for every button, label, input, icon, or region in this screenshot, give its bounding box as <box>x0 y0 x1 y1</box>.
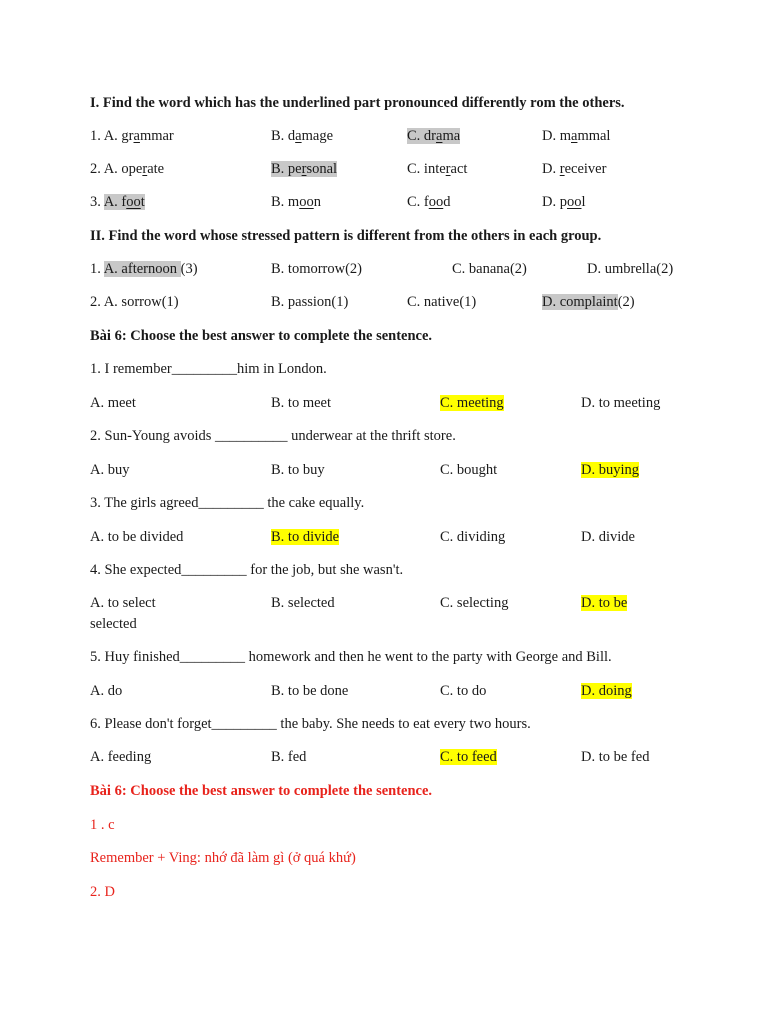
question-1: 1. I remember_________him in London. <box>90 361 327 377</box>
q1-option-c: C. meeting <box>440 395 504 411</box>
answer-line-1: 1 . c <box>90 817 115 833</box>
s1-r1-option-a: 1. A. grammar <box>90 128 174 144</box>
s1-r2-option-d: D. receiver <box>542 161 607 177</box>
s1-r3-option-b: B. moon <box>271 194 321 210</box>
q2-option-b: B. to buy <box>271 462 325 478</box>
question-3: 3. The girls agreed_________ the cake equally. <box>90 495 365 511</box>
q3-option-b: B. to divide <box>271 529 340 545</box>
q1-option-a: A. meet <box>90 395 136 411</box>
q2-option-a: A. buy <box>90 462 130 478</box>
s1-r3-option-d: D. pool <box>542 194 586 210</box>
s1-r2-option-c: C. interact <box>407 161 468 177</box>
s1-r3-option-a: 3. A. foot <box>90 194 145 210</box>
s1-r2-option-a: 2. A. operate <box>90 161 165 177</box>
question-4-continuation: selected <box>90 616 137 632</box>
q6-option-b: B. fed <box>271 749 307 765</box>
q1-option-d: D. to meeting <box>581 395 661 411</box>
section-2-title: II. Find the word whose stressed pattern is different from the others in each group. <box>90 228 602 244</box>
q5-option-c: C. to do <box>440 683 487 699</box>
section-3-title: Bài 6: Choose the best answer to complete the sentence. <box>90 328 433 344</box>
q5-option-d: D. doing <box>581 683 632 699</box>
q4-option-a: A. to select <box>90 595 156 611</box>
q1-option-b: B. to meet <box>271 395 332 411</box>
answers-title: Bài 6: Choose the best answer to complete the sentence. <box>90 783 433 799</box>
question-6: 6. Please don't forget_________ the baby. She needs to eat every two hours. <box>90 716 531 732</box>
s1-r1-option-d: D. mammal <box>542 128 611 144</box>
q4-option-d: D. to be <box>581 595 628 611</box>
s2-r2-option-b: B. passion(1) <box>271 294 349 310</box>
q3-option-c: C. dividing <box>440 529 506 545</box>
question-4: 4. She expected_________ for the job, but she wasn't. <box>90 562 404 578</box>
q6-option-a: A. feeding <box>90 749 152 765</box>
q2-option-d: D. buying <box>581 462 639 478</box>
q3-option-d: D. divide <box>581 529 635 545</box>
s2-r1-option-d: D. umbrella(2) <box>587 261 674 277</box>
question-2: 2. Sun-Young avoids __________ underwear at the thrift store. <box>90 428 456 444</box>
s2-r2-option-c: C. native(1) <box>407 294 477 310</box>
question-5: 5. Huy finished_________ homework and then he went to the party with George and Bill. <box>90 649 612 665</box>
answer-line-2: Remember + Ving: nhớ đã làm gì (ở quá khứ) <box>90 850 356 866</box>
s1-r2-option-b: B. personal <box>271 161 338 177</box>
s2-r1-option-b: B. tomorrow(2) <box>271 261 363 277</box>
s1-r1-option-b: B. damage <box>271 128 334 144</box>
q5-option-a: A. do <box>90 683 123 699</box>
section-1-title: I. Find the word which has the underlined part pronounced differently rom the others. <box>90 95 625 111</box>
q2-option-c: C. bought <box>440 462 498 478</box>
q5-option-b: B. to be done <box>271 683 349 699</box>
answer-line-3: 2. D <box>90 884 115 900</box>
s2-r1-option-c: C. banana(2) <box>452 261 527 277</box>
q6-option-c: C. to feed <box>440 749 497 765</box>
q6-option-d: D. to be fed <box>581 749 650 765</box>
q4-option-c: C. selecting <box>440 595 509 611</box>
s2-r2-option-a: 2. A. sorrow(1) <box>90 294 179 310</box>
s1-r3-option-c: C. food <box>407 194 451 210</box>
q3-option-a: A. to be divided <box>90 529 184 545</box>
q4-option-b: B. selected <box>271 595 335 611</box>
s2-r2-option-d: D. complaint(2) <box>542 294 635 310</box>
s1-r1-option-c: C. drama <box>407 128 461 144</box>
s2-r1-option-a: 1. A. afternoon (3) <box>90 261 198 277</box>
